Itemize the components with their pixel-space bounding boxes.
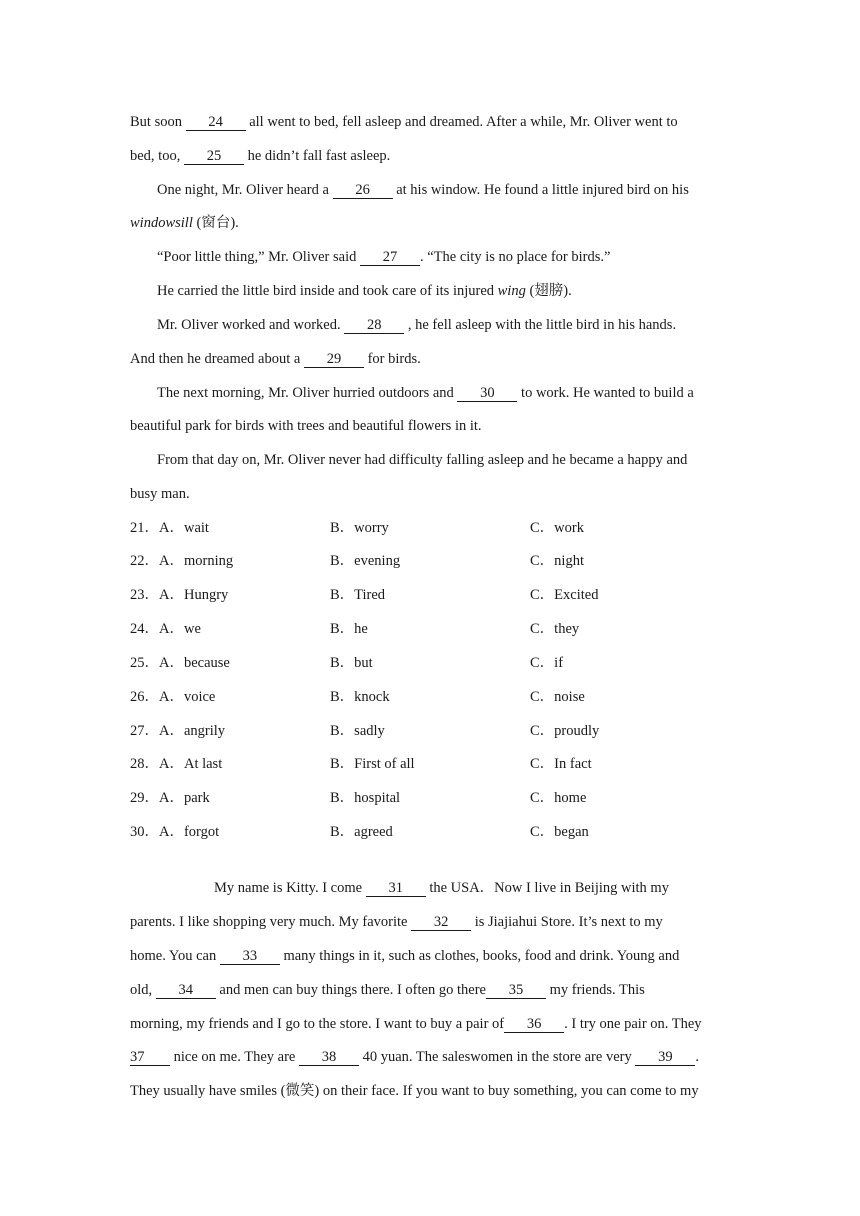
option-a[interactable]: A．morning: [159, 553, 234, 569]
passage1-line-6: [157, 281, 572, 301]
blank-32: 32: [411, 914, 471, 931]
option-c[interactable]: C．proudly: [530, 723, 600, 739]
option-a[interactable]: A．because: [159, 655, 230, 671]
text-segment: parents. I like shopping very much. My favorite: [130, 914, 412, 930]
passage1-line-9: [157, 383, 694, 403]
passage1-line-5: [157, 247, 610, 267]
blank-37: 37: [130, 1049, 170, 1066]
question-row: [130, 721, 750, 741]
text-segment: , he fell asleep with the little bird in his hands.: [407, 317, 677, 333]
question-number: 21．: [130, 520, 159, 536]
option-b[interactable]: B．Tired: [330, 587, 386, 603]
option-a[interactable]: A．forgot: [159, 824, 220, 840]
text-segment: But soon: [130, 114, 186, 130]
passage1-line-10: [130, 416, 482, 436]
option-b[interactable]: B．he: [330, 621, 368, 637]
text-segment: (窗台).: [192, 215, 239, 231]
passage1-line-8: [130, 349, 421, 369]
option-c[interactable]: C．began: [530, 824, 589, 840]
option-c[interactable]: C．noise: [530, 689, 585, 705]
option-c[interactable]: C．In fact: [530, 756, 592, 772]
question-number: 24．: [130, 621, 159, 637]
passage1-line-12: [130, 484, 190, 504]
text-segment: busy man.: [130, 486, 190, 502]
passage2-line-7: [130, 1081, 699, 1101]
text-segment: . “The city is no place for birds.”: [419, 249, 611, 265]
question-number: 27．: [130, 723, 159, 739]
option-b[interactable]: B．worry: [330, 520, 389, 536]
option-a[interactable]: A．voice: [159, 689, 216, 705]
blank-25: 25: [184, 148, 244, 165]
blank-35: 35: [486, 982, 546, 999]
text-segment: One night, Mr. Oliver heard a: [157, 182, 333, 198]
option-c[interactable]: C．they: [530, 621, 580, 637]
text-segment: My name is Kitty. I come: [214, 880, 366, 896]
blank-30: 30: [457, 385, 517, 402]
option-a[interactable]: A．wait: [159, 520, 209, 536]
option-c[interactable]: C．if: [530, 655, 564, 671]
question-number: 30．: [130, 824, 159, 840]
text-segment: he didn’t fall fast asleep.: [247, 148, 391, 164]
italic-term: wing: [497, 283, 526, 299]
text-segment: morning, my friends and I go to the store. I want to buy a pair of: [130, 1016, 505, 1032]
italic-term: windowsill: [130, 215, 193, 231]
option-a[interactable]: A．we: [159, 621, 201, 637]
text-segment: bed, too,: [130, 148, 184, 164]
text-segment: for birds.: [367, 351, 421, 367]
blank-36: 36: [504, 1016, 564, 1033]
question-row: [130, 518, 750, 538]
question-number: 23．: [130, 587, 159, 603]
text-segment: home. You can: [130, 948, 220, 964]
blank-24: 24: [186, 114, 246, 131]
passage1-line-4: [130, 213, 239, 233]
passage1-line-7: [157, 315, 676, 335]
option-a[interactable]: A．Hungry: [159, 587, 229, 603]
passage2-line-6: [130, 1047, 699, 1067]
option-b[interactable]: B．evening: [330, 553, 401, 569]
question-number: 26．: [130, 689, 159, 705]
blank-33: 33: [220, 948, 280, 965]
question-row: [130, 754, 750, 774]
option-a[interactable]: A．angrily: [159, 723, 226, 739]
text-segment: Mr. Oliver worked and worked.: [157, 317, 345, 333]
passage1-line-3: [157, 180, 689, 200]
option-b[interactable]: B．knock: [330, 689, 390, 705]
blank-39: 39: [635, 1049, 695, 1066]
question-row: [130, 788, 750, 808]
passage2-line-5: [130, 1014, 702, 1034]
blank-26: 26: [333, 182, 393, 199]
text-segment: From that day on, Mr. Oliver never had difficulty falling asleep and he became a happy and: [157, 452, 688, 468]
question-row: [130, 653, 750, 673]
blank-29: 29: [304, 351, 364, 368]
text-segment: and men can buy things there. I often go there: [219, 982, 486, 998]
passage2-line-1: [214, 878, 669, 898]
option-c[interactable]: C．Excited: [530, 587, 599, 603]
option-b[interactable]: B．agreed: [330, 824, 393, 840]
question-row: [130, 551, 750, 571]
text-segment: . I try one pair on. They: [564, 1016, 702, 1032]
text-segment: He carried the little bird inside and took care of its injured: [157, 283, 498, 299]
text-segment: my friends. This: [549, 982, 645, 998]
text-segment: nice on me. They are: [173, 1049, 299, 1065]
option-c[interactable]: C．home: [530, 790, 587, 806]
blank-34: 34: [156, 982, 216, 999]
blank-38: 38: [299, 1049, 359, 1066]
question-number: 29．: [130, 790, 159, 806]
passage1-line-2: [130, 146, 390, 166]
question-row: [130, 585, 750, 605]
passage2-line-4: [130, 980, 645, 1000]
option-a[interactable]: A．park: [159, 790, 210, 806]
text-segment: .: [695, 1049, 699, 1065]
option-c[interactable]: C．night: [530, 553, 584, 569]
text-segment: old,: [130, 982, 156, 998]
text-segment: And then he dreamed about a: [130, 351, 304, 367]
passage1-line-11: [157, 450, 687, 470]
question-number: 25．: [130, 655, 159, 671]
text-segment: the USA．Now I live in Beijing with my: [429, 880, 669, 896]
question-row: [130, 687, 750, 707]
text-segment: They usually have smiles (微笑) on their face. If you want to buy something, you can come to my: [130, 1083, 699, 1099]
text-segment: The next morning, Mr. Oliver hurried outdoors and: [157, 385, 458, 401]
option-c[interactable]: C．work: [530, 520, 584, 536]
text-segment: all went to bed, fell asleep and dreamed. After a while, Mr. Oliver went to: [249, 114, 678, 130]
option-b[interactable]: B．but: [330, 655, 373, 671]
text-segment: beautiful park for birds with trees and beautiful flowers in it.: [130, 418, 482, 434]
text-segment: is Jiajiahui Store. It’s next to my: [474, 914, 663, 930]
text-segment: to work. He wanted to build a: [521, 385, 694, 401]
blank-31: 31: [366, 880, 426, 897]
option-b[interactable]: B．hospital: [330, 790, 401, 806]
option-b[interactable]: B．sadly: [330, 723, 385, 739]
passage2-line-2: [130, 912, 663, 932]
passage2-line-3: [130, 946, 679, 966]
passage1-line-1: [130, 112, 678, 132]
text-segment: “Poor little thing,” Mr. Oliver said: [157, 249, 360, 265]
question-row: [130, 822, 750, 842]
blank-28: 28: [344, 317, 404, 334]
option-b[interactable]: B．First of all: [330, 756, 415, 772]
option-a[interactable]: A．At last: [159, 756, 223, 772]
blank-27: 27: [360, 249, 420, 266]
text-segment: 40 yuan. The saleswomen in the store are very: [362, 1049, 636, 1065]
question-number: 28．: [130, 756, 159, 772]
question-row: [130, 619, 750, 639]
text-segment: many things in it, such as clothes, books, food and drink. Young and: [283, 948, 680, 964]
text-segment: at his window. He found a little injured bird on his: [396, 182, 689, 198]
text-segment: (翅膀).: [525, 283, 572, 299]
question-number: 22．: [130, 553, 159, 569]
